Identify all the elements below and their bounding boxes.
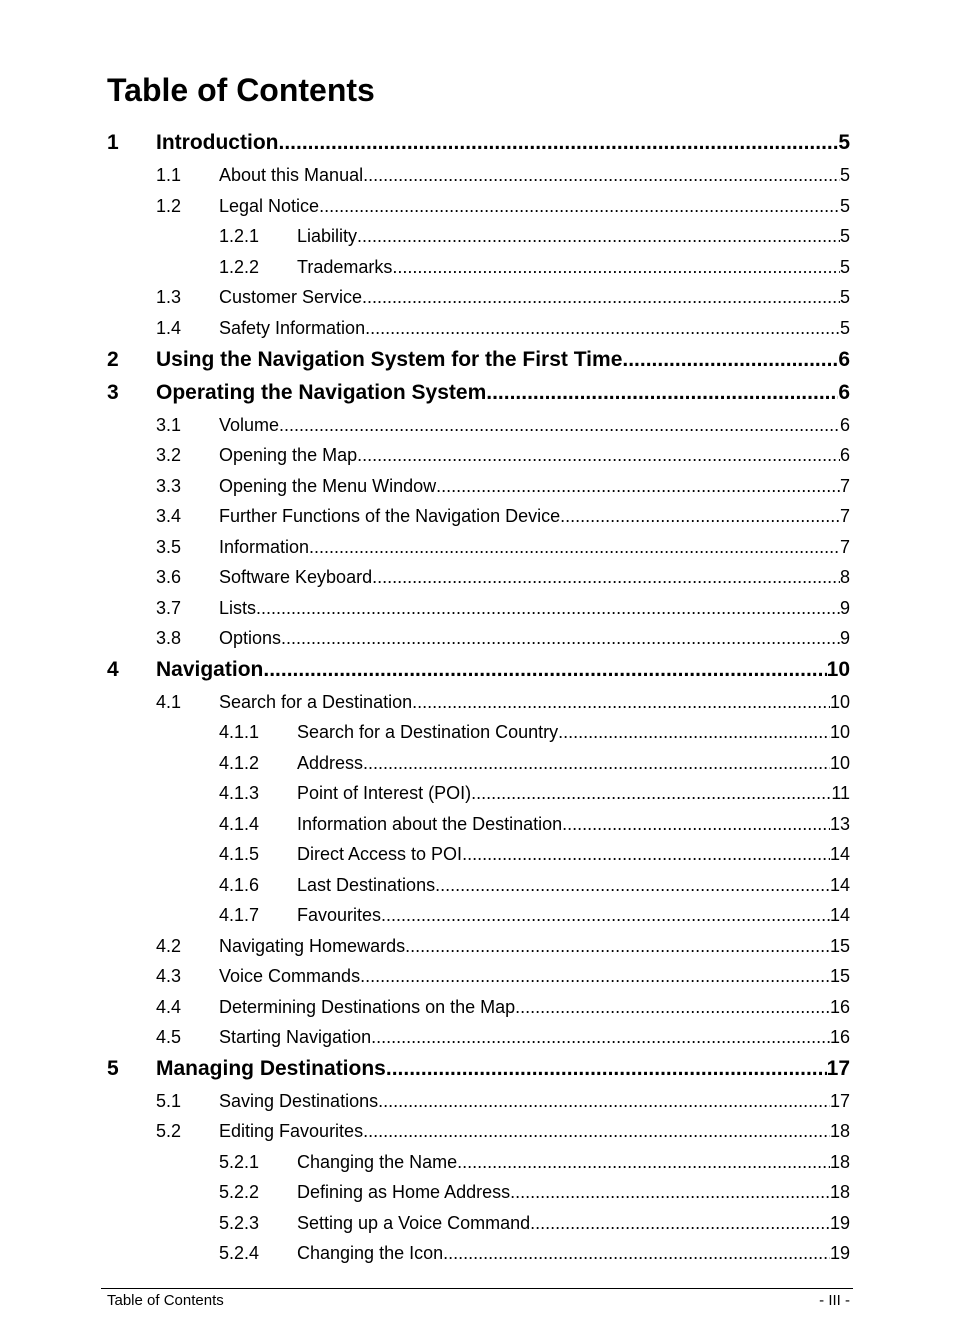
- toc-entry-title: Further Functions of the Navigation Device: [219, 506, 561, 526]
- toc-entry-page-number: 17: [829, 1091, 850, 1111]
- toc-leader-dots: [443, 1240, 830, 1266]
- toc-entry-title: Direct Access to POI: [297, 844, 463, 864]
- toc-leader-dots: [381, 902, 830, 928]
- toc-entry-line: [156, 1054, 850, 1084]
- toc-leader-dots: [622, 345, 838, 375]
- toc-leader-dots: [363, 750, 830, 776]
- toc-entry[interactable]: [0, 378, 954, 408]
- toc-entry[interactable]: [0, 994, 954, 1020]
- toc-entry-page-number: 15: [829, 966, 850, 986]
- toc-entry-page-number: 18: [829, 1152, 850, 1172]
- toc-entry-line: [219, 284, 850, 310]
- toc-leader-dots: [392, 254, 840, 280]
- toc-leader-dots: [412, 689, 830, 715]
- toc-leader-dots: [471, 780, 831, 806]
- toc-leader-dots: [309, 534, 840, 560]
- toc-leader-dots: [357, 442, 840, 468]
- toc-entry-page-number: 10: [829, 753, 850, 773]
- toc-entry[interactable]: [0, 595, 954, 621]
- toc-entry[interactable]: [0, 564, 954, 590]
- toc-entry[interactable]: [0, 689, 954, 715]
- toc-entry-number: 5.2.1: [219, 1152, 260, 1172]
- toc-leader-dots: [457, 1149, 830, 1175]
- toc-entry-number: 4.3: [156, 966, 182, 986]
- toc-entry-line: [156, 345, 850, 375]
- toc-entry[interactable]: [0, 1149, 954, 1175]
- toc-entry-line: [156, 378, 850, 408]
- toc-leader-dots: [256, 595, 840, 621]
- toc-entry-page-number: 11: [831, 783, 850, 803]
- toc-entry[interactable]: [0, 412, 954, 438]
- toc-entry[interactable]: [0, 162, 954, 188]
- toc-entry-title: Defining as Home Address: [297, 1182, 511, 1202]
- toc-entry-title: Liability: [297, 226, 358, 246]
- toc-leader-dots: [281, 625, 840, 651]
- toc-entry-title: Setting up a Voice Command: [297, 1213, 531, 1233]
- toc-entry[interactable]: [0, 1240, 954, 1266]
- toc-entry-number: 3.1: [156, 415, 182, 435]
- toc-entry-page-number: 5: [838, 131, 850, 154]
- toc-entry-number: 1.4: [156, 318, 182, 338]
- toc-entry[interactable]: [0, 902, 954, 928]
- toc-entry-line: [219, 315, 850, 341]
- toc-entry[interactable]: [0, 963, 954, 989]
- toc-leader-dots: [362, 284, 840, 310]
- toc-entry[interactable]: [0, 1179, 954, 1205]
- toc-leader-dots: [365, 315, 840, 341]
- toc-entry-title: Changing the Name: [297, 1152, 458, 1172]
- toc-entry-title: Customer Service: [219, 287, 363, 307]
- toc-entry-title: Using the Navigation System for the First Time: [156, 348, 623, 371]
- footer-section-title: Table of Contents: [107, 1292, 224, 1309]
- toc-entry-title: Software Keyboard: [219, 567, 373, 587]
- toc-entry-number: 1.2.2: [219, 257, 260, 277]
- toc-entry-line: [297, 841, 850, 867]
- toc-entry-page-number: 5: [839, 318, 850, 338]
- toc-entry-line: [219, 473, 850, 499]
- toc-leader-dots: [510, 1179, 830, 1205]
- toc-entry[interactable]: [0, 1054, 954, 1084]
- toc-entry-page-number: 10: [829, 722, 850, 742]
- toc-entry-number: 3: [107, 381, 119, 404]
- toc-entry-title: Address: [297, 753, 364, 773]
- toc-entry-number: 5.1: [156, 1091, 182, 1111]
- toc-entry-line: [219, 963, 850, 989]
- footer-divider: [101, 1288, 853, 1289]
- toc-entry-page-number: 5: [839, 257, 850, 277]
- toc-entry-title: Search for a Destination: [219, 692, 413, 712]
- toc-entry-title: Operating the Navigation System: [156, 381, 487, 404]
- toc-entry-line: [219, 1118, 850, 1144]
- toc-leader-dots: [363, 1118, 830, 1144]
- toc-entry-title: Voice Commands: [219, 966, 361, 986]
- toc-leader-dots: [263, 655, 826, 685]
- toc-entry[interactable]: [0, 750, 954, 776]
- toc-entry-page-number: 5: [839, 226, 850, 246]
- toc-entry-number: 3.2: [156, 445, 182, 465]
- toc-entry-line: [297, 750, 850, 776]
- toc-entry-line: [297, 780, 850, 806]
- toc-entry-page-number: 6: [839, 445, 850, 465]
- toc-entry-page-number: 10: [826, 658, 850, 681]
- toc-leader-dots: [435, 872, 830, 898]
- toc-entry[interactable]: [0, 1088, 954, 1114]
- toc-leader-dots: [363, 162, 840, 188]
- toc-entry-number: 3.8: [156, 628, 182, 648]
- toc-entry-line: [297, 902, 850, 928]
- toc-entry[interactable]: [0, 872, 954, 898]
- toc-entry-title: Trademarks: [297, 257, 393, 277]
- toc-entry-title: Opening the Map: [219, 445, 358, 465]
- toc-entry-line: [219, 503, 850, 529]
- toc-entry-line: [219, 534, 850, 560]
- toc-entry-number: 4: [107, 658, 119, 681]
- toc-entry-line: [156, 128, 850, 158]
- toc-entry-number: 4.1.6: [219, 875, 260, 895]
- toc-entry-title: Editing Favourites: [219, 1121, 364, 1141]
- toc-entry-title: Favourites: [297, 905, 382, 925]
- toc-entry-number: 4.1.1: [219, 722, 260, 742]
- toc-entry-number: 4.5: [156, 1027, 182, 1047]
- toc-entry-page-number: 8: [839, 567, 850, 587]
- toc-entry-number: 4.1.4: [219, 814, 260, 834]
- toc-entry[interactable]: [0, 473, 954, 499]
- toc-entry-line: [297, 719, 850, 745]
- toc-entry[interactable]: [0, 1024, 954, 1050]
- toc-entry-number: 4.1.3: [219, 783, 260, 803]
- toc-leader-dots: [386, 1054, 827, 1084]
- toc-leader-dots: [486, 378, 838, 408]
- toc-entry-line: [219, 595, 850, 621]
- toc-entry-title: Search for a Destination Country: [297, 722, 559, 742]
- toc-leader-dots: [462, 841, 830, 867]
- toc-entry-title: Navigating Homewards: [219, 936, 406, 956]
- toc-entry-title: Introduction: [156, 131, 279, 154]
- toc-entry[interactable]: [0, 625, 954, 651]
- toc-leader-dots: [405, 933, 830, 959]
- toc-entry-title: Last Destinations: [297, 875, 436, 895]
- toc-leader-dots: [279, 412, 840, 438]
- toc-entry-title: Lists: [219, 598, 257, 618]
- toc-entry[interactable]: [0, 254, 954, 280]
- toc-entry-number: 5.2.3: [219, 1213, 260, 1233]
- toc-entry-page-number: 18: [829, 1121, 850, 1141]
- toc-leader-dots: [562, 811, 830, 837]
- toc-leader-dots: [560, 503, 840, 529]
- toc-entry[interactable]: [0, 345, 954, 375]
- toc-entry-number: 1: [107, 131, 119, 154]
- toc-entry-title: Opening the Menu Window: [219, 476, 437, 496]
- toc-entry-number: 3.4: [156, 506, 182, 526]
- toc-entry[interactable]: [0, 442, 954, 468]
- toc-entry-line: [297, 1179, 850, 1205]
- toc-entry[interactable]: [0, 315, 954, 341]
- toc-entry-page-number: 13: [829, 814, 850, 834]
- toc-entry-page-number: 7: [839, 537, 850, 557]
- toc-entry-number: 3.3: [156, 476, 182, 496]
- toc-entry-number: 4.1.5: [219, 844, 260, 864]
- toc-entry[interactable]: [0, 128, 954, 158]
- toc-entry-title: Point of Interest (POI): [297, 783, 472, 803]
- toc-entry-number: 1.1: [156, 165, 182, 185]
- toc-entry-page-number: 14: [829, 905, 850, 925]
- toc-entry-number: 3.7: [156, 598, 182, 618]
- toc-entry[interactable]: [0, 223, 954, 249]
- toc-entry-page-number: 16: [829, 997, 850, 1017]
- toc-entry-line: [219, 412, 850, 438]
- toc-entry-page-number: 5: [839, 165, 850, 185]
- toc-entry-line: [297, 1240, 850, 1266]
- toc-entry-page-number: 14: [829, 875, 850, 895]
- toc-entry-title: Legal Notice: [219, 196, 320, 216]
- toc-entry-line: [297, 1149, 850, 1175]
- toc-entry-number: 1.2: [156, 196, 182, 216]
- toc-leader-dots: [436, 473, 840, 499]
- toc-entry-line: [297, 811, 850, 837]
- toc-leader-dots: [319, 193, 840, 219]
- toc-entry-page-number: 6: [838, 348, 850, 371]
- toc-entry-page-number: 10: [829, 692, 850, 712]
- toc-entry-title: Information: [219, 537, 310, 557]
- toc-entry[interactable]: [0, 933, 954, 959]
- toc-entry[interactable]: [0, 780, 954, 806]
- toc-leader-dots: [372, 564, 840, 590]
- toc-entry[interactable]: [0, 1118, 954, 1144]
- toc-entry-line: [297, 254, 850, 280]
- toc-entry-number: 1.3: [156, 287, 182, 307]
- toc-entry-line: [219, 1024, 850, 1050]
- toc-entry-number: 4.4: [156, 997, 182, 1017]
- toc-entry-page-number: 9: [839, 598, 850, 618]
- toc-entry-line: [156, 655, 850, 685]
- toc-entry-page-number: 18: [829, 1182, 850, 1202]
- toc-entry-line: [219, 933, 850, 959]
- toc-entry-number: 3.6: [156, 567, 182, 587]
- toc-entry-number: 3.5: [156, 537, 182, 557]
- toc-leader-dots: [278, 128, 838, 158]
- toc-entry-line: [219, 442, 850, 468]
- toc-entry-line: [219, 193, 850, 219]
- toc-entry-number: 4.1.7: [219, 905, 260, 925]
- toc-entry-page-number: 17: [826, 1057, 850, 1080]
- toc-leader-dots: [360, 963, 830, 989]
- toc-entry-page-number: 7: [839, 476, 850, 496]
- footer-page-number: - III -: [819, 1292, 850, 1309]
- toc-entry-number: 4.1: [156, 692, 182, 712]
- toc-entry-title: Volume: [219, 415, 280, 435]
- toc-entry-line: [219, 162, 850, 188]
- toc-leader-dots: [530, 1210, 830, 1236]
- toc-entry-title: Changing the Icon: [297, 1243, 444, 1263]
- toc-entry-number: 5.2: [156, 1121, 182, 1141]
- toc-entry-title: About this Manual: [219, 165, 364, 185]
- toc-entry[interactable]: [0, 503, 954, 529]
- toc-entry-page-number: 16: [829, 1027, 850, 1047]
- toc-entry[interactable]: [0, 655, 954, 685]
- toc-entry-page-number: 6: [839, 415, 850, 435]
- toc-entry[interactable]: [0, 841, 954, 867]
- toc-entry[interactable]: [0, 534, 954, 560]
- toc-entry-number: 5: [107, 1057, 119, 1080]
- toc-entry-number: 5.2.2: [219, 1182, 260, 1202]
- toc-entry-page-number: 9: [839, 628, 850, 648]
- toc-leader-dots: [515, 994, 830, 1020]
- toc-entry-page-number: 6: [838, 381, 850, 404]
- toc-leader-dots: [378, 1088, 830, 1114]
- toc-entry-page-number: 7: [839, 506, 850, 526]
- toc-entry-page-number: 15: [829, 936, 850, 956]
- toc-entry-line: [219, 994, 850, 1020]
- toc-entry-line: [297, 223, 850, 249]
- toc-entry-title: Managing Destinations: [156, 1057, 386, 1080]
- toc-entry-number: 5.2.4: [219, 1243, 260, 1263]
- toc-entry-page-number: 19: [829, 1243, 850, 1263]
- toc-entry-line: [297, 872, 850, 898]
- toc-entry-title: Starting Navigation: [219, 1027, 372, 1047]
- toc-entry-page-number: 19: [829, 1213, 850, 1233]
- toc-entry-title: Navigation: [156, 658, 264, 681]
- toc-entry-page-number: 5: [839, 287, 850, 307]
- toc-leader-dots: [357, 223, 840, 249]
- toc-entry-page-number: 5: [839, 196, 850, 216]
- toc-leader-dots: [558, 719, 830, 745]
- toc-entry-number: 4.2: [156, 936, 182, 956]
- toc-entry[interactable]: [0, 719, 954, 745]
- toc-entry-line: [297, 1210, 850, 1236]
- toc-entry-title: Options: [219, 628, 282, 648]
- toc-entry-page-number: 14: [829, 844, 850, 864]
- toc-entry-number: 1.2.1: [219, 226, 260, 246]
- toc-entry[interactable]: [0, 284, 954, 310]
- toc-entry-number: 4.1.2: [219, 753, 260, 773]
- toc-entry-line: [219, 689, 850, 715]
- toc-entry-line: [219, 564, 850, 590]
- toc-leader-dots: [371, 1024, 830, 1050]
- toc-entry[interactable]: [0, 1210, 954, 1236]
- toc-entry-number: 2: [107, 348, 119, 371]
- toc-entry-line: [219, 1088, 850, 1114]
- toc-entry-title: Information about the Destination: [297, 814, 563, 834]
- toc-entry-title: Safety Information: [219, 318, 366, 338]
- toc-entry[interactable]: [0, 811, 954, 837]
- toc-entry[interactable]: [0, 193, 954, 219]
- page-title: Table of Contents: [107, 72, 375, 108]
- toc-entry-title: Saving Destinations: [219, 1091, 379, 1111]
- toc-entry-title: Determining Destinations on the Map: [219, 997, 516, 1017]
- toc-entry-line: [219, 625, 850, 651]
